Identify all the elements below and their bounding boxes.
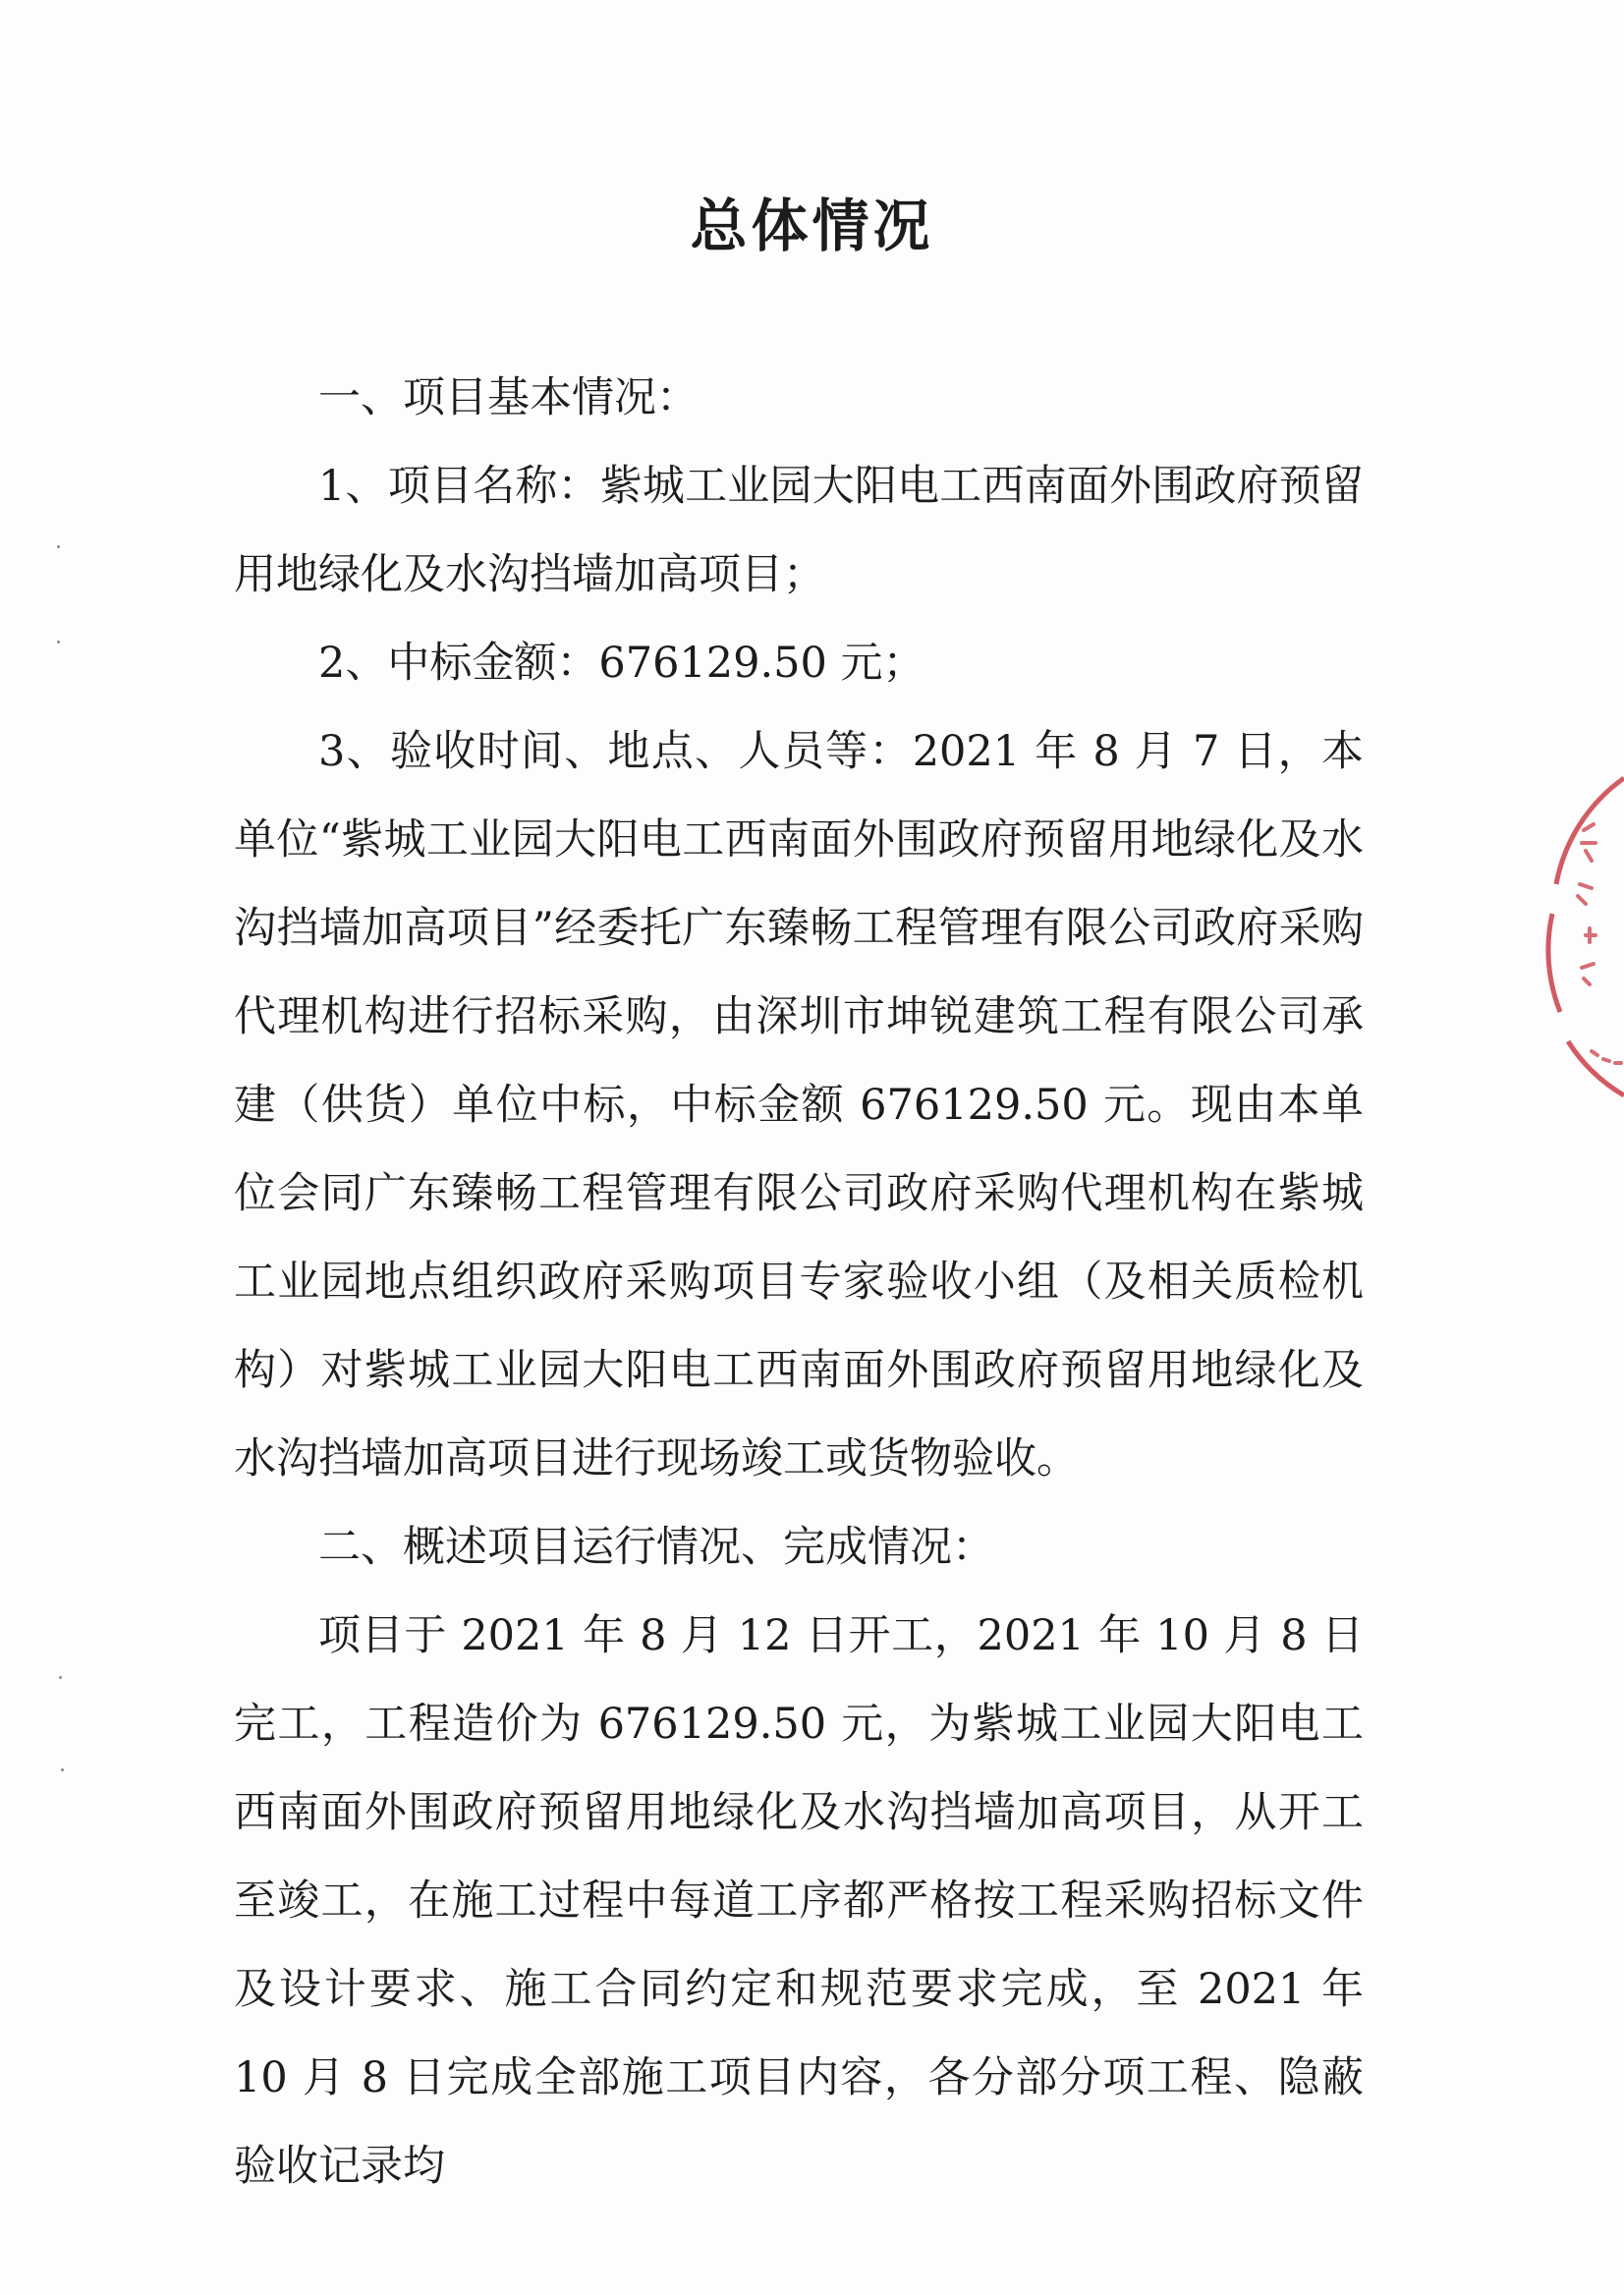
scan-artifact-dot: [61, 1768, 64, 1771]
section-heading-progress: 二、概述项目运行情况、完成情况：: [318, 1523, 994, 1572]
bid-amount-paragraph: 2、中标金额：676129.50 元；: [318, 639, 925, 688]
official-seal-stamp: [1521, 756, 1624, 1110]
section-heading-basic-info: 一、项目基本情况：: [318, 373, 699, 422]
scan-artifact-dot: [57, 641, 60, 644]
scan-artifact-dot: [59, 1676, 62, 1679]
acceptance-details-paragraph: 3、验收时间、地点、人员等：2021 年 8 月 7 日，本单位“紫城工业园大阳电工西南面外围政府预留用地绿化及水沟挡墙加高项目”经委托广东臻畅工程管理有限公司政府采购代理机构进行招标采购，由深圳市坤锐建筑工程有限公司承建（供货）单位中标，中标金额 676129.50 元。现由本单位会同广东臻畅工程管理有限公司政府采购代理机构在紫城工业园地点组织政府采购项目专家验收小组（及相关质检机构）对紫城工业园大阳电工西南面外围政府预留用地绿化及水沟挡墙加高项目进行现场竣工或货物验收。: [234, 727, 1364, 1483]
document-body: [234, 354, 1364, 2211]
scan-artifact-dot: [57, 545, 60, 548]
progress-paragraph: 项目于 2021 年 8 月 12 日开工，2021 年 10 月 8 日完工，工程造价为 676129.50 元，为紫城工业园大阳电工西南面外围政府预留用地绿化及水沟挡墙加高项目，从开工至竣工，在施工过程中每道工序都严格按工程采购招标文件及设计要求、施工合同约定和规范要求完成，至 2021 年 10 月 8 日完成全部施工项目内容，各分部分项工程、隐蔽验收记录均: [234, 1611, 1364, 2191]
page-title: 总体情况: [690, 193, 934, 259]
project-name-paragraph: 1、项目名称：紫城工业园大阳电工西南面外围政府预留用地绿化及水沟挡墙加高项目；: [234, 462, 1364, 599]
